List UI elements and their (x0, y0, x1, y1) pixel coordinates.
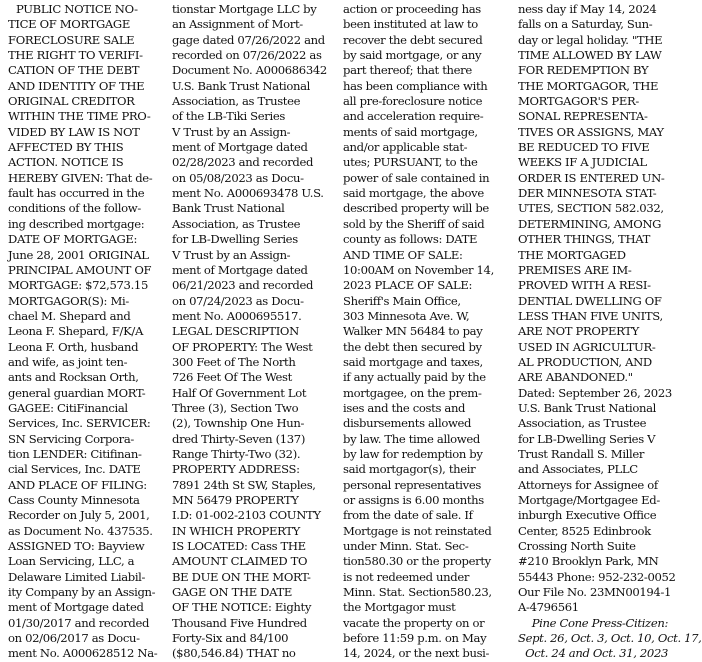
notice-line: CATION OF THE DEBT (8, 63, 140, 78)
notice-line: ARE ABANDONED." (518, 370, 633, 385)
notice-line: IS LOCATED: Cass THE (172, 539, 306, 554)
notice-line: DETERMINING, AMONG (518, 216, 662, 231)
notice-line: county as follows: DATE (343, 232, 478, 247)
notice-line: tion LENDER: Citifinan- (8, 446, 142, 461)
notice-line: U.S. Bank Trust National (518, 400, 657, 415)
notice-line: VIDED BY LAW IS NOT (8, 124, 140, 139)
notice-line: USED IN AGRICULTUR- (518, 339, 656, 354)
notice-line: for LB-Dwelling Series V (518, 431, 656, 446)
notice-line: by law. The time allowed (343, 431, 480, 446)
notice-line: I.D: 01-002-2103 COUNTY (172, 508, 321, 523)
notice-line: BE DUE ON THE MORT- (172, 569, 311, 584)
notice-line: IN WHICH PROPERTY (172, 523, 300, 538)
notice-line: ACTION. NOTICE IS (8, 155, 124, 170)
notice-line: Loan Servicing, LLC, a (8, 554, 135, 569)
notice-line: Half Of Government Lot (172, 385, 307, 400)
notice-line: OF PROPERTY: The West (172, 339, 313, 354)
notice-line: general guardian MORT- (8, 385, 146, 400)
notice-line: TIVES OR ASSIGNS, MAY (518, 124, 664, 139)
notice-line: MORTGAGOR'S PER- (518, 94, 639, 109)
notice-line: is not redeemed under (343, 569, 470, 584)
notice-line: GAGEE: CitiFinancial (8, 400, 128, 415)
notice-line: V Trust by an Assign- (172, 247, 291, 262)
notice-line: ORDER IS ENTERED UN- (518, 170, 665, 185)
notice-column-4 (510, 2, 702, 661)
notice-line: OTHER THINGS, THAT (518, 232, 650, 247)
notice-line: A-4796561 (518, 600, 579, 615)
notice-line: Association, as Trustee (518, 416, 647, 431)
notice-line: 300 Feet of The North (172, 354, 296, 369)
notice-line: DER MINNESOTA STAT- (518, 186, 657, 201)
notice-line: on 05/08/2023 as Docu- (172, 170, 304, 185)
notice-line: 10:00AM on November 14, (343, 262, 494, 277)
notice-line: Mortgage is not reinstated (343, 523, 492, 538)
notice-line: THE MORTGAGED (518, 247, 626, 262)
notice-line: if any actually paid by the (343, 370, 486, 385)
notice-line: gage dated 07/26/2022 and (172, 32, 325, 47)
notice-line: all pre-foreclosure notice (343, 94, 483, 109)
notice-line: has been compliance with (343, 78, 488, 93)
notice-line: utes; PURSUANT, to the (343, 155, 478, 170)
notice-line: TIME ALLOWED BY LAW (518, 48, 662, 63)
notice-line: Thousand Five Hundred (172, 615, 307, 630)
notice-line: Walker MN 56484 to pay (343, 324, 483, 339)
notice-line: UTES, SECTION 582.032, (518, 201, 664, 216)
notice-line: by law for redemption by (343, 446, 483, 461)
notice-line: WEEKS IF A JUDICIAL (518, 155, 647, 170)
notice-line: by said mortgage, or any (343, 48, 482, 63)
notice-line: DATE OF MORTGAGE: (8, 232, 138, 247)
notice-line: ing described mortgage: (8, 216, 145, 231)
notice-line: Services, Inc. SERVICER: (8, 416, 151, 431)
notice-line: HEREBY GIVEN: That de- (8, 170, 153, 185)
notice-line: as Document No. 437535. (8, 523, 153, 538)
notice-line: tionstar Mortgage LLC by (172, 2, 317, 16)
notice-line: MORTGAGE: $72,573.15 (8, 278, 148, 293)
notice-line: AFFECTED BY THIS (8, 140, 124, 155)
notice-line: Association, as Trustee (172, 216, 301, 231)
publication-credit-line: Pine Cone Press-Citizen: (531, 615, 668, 630)
notice-line: 02/28/2023 and recorded (172, 155, 314, 170)
notice-line: (2), Township One Hun- (172, 416, 305, 431)
publication-credit-line: Sept. 26, Oct. 3, Oct. 10, Oct. 17, (518, 631, 702, 646)
notice-line: June 28, 2001 ORIGINAL (8, 247, 149, 262)
notice-line: ment of Mortgage dated (172, 140, 308, 155)
notice-line: Three (3), Section Two (172, 400, 299, 415)
notice-line: described property will be (343, 201, 489, 216)
notice-line: Association, as Trustee (172, 94, 301, 109)
notice-line: on 07/24/2023 as Docu- (172, 293, 304, 308)
notice-line: Trust Randall S. Miller (518, 446, 645, 461)
notice-column-2 (166, 2, 337, 661)
notice-line: ment No. A000695517. (172, 308, 302, 323)
notice-line: Center, 8525 Edinbrook (518, 523, 651, 538)
notice-line: ($80,546.84) THAT no (172, 646, 296, 661)
notice-line: AMOUNT CLAIMED TO (172, 554, 308, 569)
notice-line: AND TIME OF SALE: (343, 247, 463, 262)
notice-line: personal representatives (343, 477, 481, 492)
notice-line: FOR REDEMPTION BY (518, 63, 649, 78)
notice-line: PROPERTY ADDRESS: (172, 462, 300, 477)
notice-line: the Mortgagor must (343, 600, 456, 615)
notice-line: cial Services, Inc. DATE (8, 462, 141, 477)
notice-line: power of sale contained in (343, 170, 490, 185)
notice-line: Mortgage/Mortgagee Ed- (518, 493, 660, 507)
notice-line: day or legal holiday. "THE (518, 32, 663, 47)
notice-line: been instituted at law to (343, 17, 478, 32)
notice-line: PUBLIC NOTICE NO- (16, 2, 138, 16)
notice-line: Sheriff's Main Office, (343, 293, 461, 308)
notice-line: MORTGAGOR(S): Mi- (8, 293, 129, 308)
notice-line: Leona F. Shepard, F/K/A (8, 324, 143, 339)
notice-line: from the date of sale. If (343, 508, 473, 523)
notice-line: ants and Rocksan Orth, (8, 370, 139, 385)
notice-line: WITHIN THE TIME PRO- (8, 109, 151, 124)
notice-line: Range Thirty-Two (32). (172, 446, 301, 461)
notice-line: ment of Mortgage dated (8, 600, 144, 615)
notice-line: LESS THAN FIVE UNITS, (518, 308, 663, 323)
notice-line: said mortgage and taxes, (343, 354, 483, 369)
notice-line: conditions of the follow- (8, 201, 141, 216)
notice-line: fault has occurred in the (8, 186, 145, 201)
notice-line: disbursements allowed (343, 416, 472, 431)
notice-line: 06/21/2023 and recorded (172, 278, 314, 293)
notice-line: SONAL REPRESENTA- (518, 109, 648, 124)
notice-line: an Assignment of Mort- (172, 17, 303, 32)
notice-line: ises and the costs and (343, 400, 466, 415)
notice-column-3 (337, 2, 510, 661)
notice-line: THE MORTGAGOR, THE (518, 78, 659, 93)
notice-line: recover the debt secured (343, 32, 483, 47)
notice-line: and wife, as joint ten- (8, 354, 128, 369)
notice-line: ness day if May 14, 2024 (518, 2, 657, 16)
notice-line: Attorneys for Assignee of (518, 477, 658, 492)
notice-line: U.S. Bank Trust National (172, 78, 311, 93)
notice-line: Cass County Minnesota (8, 493, 140, 507)
notice-line: 303 Minnesota Ave. W, (343, 308, 470, 323)
notice-line: 726 Feet Of The West (172, 370, 292, 385)
notice-line: ORIGINAL CREDITOR (8, 94, 135, 109)
notice-line: Leona F. Orth, husband (8, 339, 139, 354)
notice-line: V Trust by an Assign- (172, 124, 291, 139)
notice-line: TICE OF MORTGAGE (8, 17, 130, 32)
notice-line: PREMISES ARE IM- (518, 262, 632, 277)
notice-line: ment No. A000693478 U.S. (172, 186, 324, 201)
notice-line: Crossing North Suite (518, 539, 636, 554)
notice-line: said mortgagor(s), their (343, 462, 476, 477)
notice-line: part thereof; that there (343, 63, 472, 78)
notice-line: GAGE ON THE DATE (172, 585, 293, 600)
notice-line: falls on a Saturday, Sun- (518, 17, 653, 32)
notice-line: for LB-Dwelling Series (172, 232, 298, 247)
notice-line: Forty-Six and 84/100 (172, 631, 289, 646)
notice-line: ments of said mortgage, (343, 124, 478, 139)
notice-line: mortgagee, on the prem- (343, 385, 482, 400)
notice-line: on 02/06/2017 as Docu- (8, 631, 140, 646)
notice-line: said mortgage, the above (343, 186, 484, 201)
notice-line: AND IDENTITY OF THE (8, 78, 145, 93)
notice-line: action or proceeding has (343, 2, 481, 16)
notice-line: Delaware Limited Liabil- (8, 569, 146, 584)
notice-line: before 11:59 p.m. on May (343, 631, 487, 646)
notice-line: Minn. Stat. Section580.23, (343, 585, 492, 600)
notice-line: #210 Brooklyn Park, MN (518, 554, 659, 569)
notice-line: FORECLOSURE SALE (8, 32, 135, 47)
notice-line: DENTIAL DWELLING OF (518, 293, 662, 308)
notice-line: and Associates, PLLC (518, 462, 638, 477)
notice-line: 01/30/2017 and recorded (8, 615, 150, 630)
notice-line: 55443 Phone: 952-232-0052 (518, 569, 676, 584)
notice-line: BE REDUCED TO FIVE (518, 140, 650, 155)
notice-line: ment of Mortgage dated (172, 262, 308, 277)
notice-line: sold by the Sheriff of said (343, 216, 485, 231)
notice-line: the debt then secured by (343, 339, 482, 354)
notice-line: PROVED WITH A RESI- (518, 278, 651, 293)
notice-line: PRINCIPAL AMOUNT OF (8, 262, 152, 277)
notice-line: LEGAL DESCRIPTION (172, 324, 299, 339)
notice-line: THE RIGHT TO VERIFI- (8, 48, 143, 63)
notice-line: Dated: September 26, 2023 (518, 385, 672, 400)
notice-line: recorded on 07/26/2022 as (172, 48, 322, 63)
notice-line: ARE NOT PROPERTY (518, 324, 639, 339)
notice-line: Recorder on July 5, 2001, (8, 508, 150, 523)
notice-line: ment No. A000628512 Na- (8, 646, 158, 661)
notice-line: 2023 PLACE OF SALE: (343, 278, 473, 293)
notice-line: Bank Trust National (172, 201, 285, 216)
notice-line: 14, 2024, or the next busi- (343, 646, 490, 661)
notice-line: dred Thirty-Seven (137) (172, 431, 305, 446)
notice-line: or assigns is 6.00 months (343, 493, 484, 507)
notice-line: and/or applicable stat- (343, 140, 468, 155)
notice-line: of the LB-Tiki Series (172, 109, 285, 124)
notice-column-1 (8, 2, 166, 661)
notice-line: vacate the property on or (343, 615, 485, 630)
notice-line: tion580.30 or the property (343, 554, 491, 569)
notice-line: SN Servicing Corpora- (8, 431, 134, 446)
notice-line: OF THE NOTICE: Eighty (172, 600, 312, 615)
notice-line: AND PLACE OF FILING: (8, 477, 147, 492)
notice-line: 7891 24th St SW, Staples, (172, 477, 316, 492)
notice-line: Document No. A000686342 (172, 63, 327, 78)
notice-line: Our File No. 23MN00194-1 (518, 585, 672, 600)
notice-line: inburgh Executive Office (518, 508, 657, 523)
notice-line: and acceleration require- (343, 109, 484, 124)
notice-line: ASSIGNED TO: Bayview (8, 539, 145, 554)
notice-line: under Minn. Stat. Sec- (343, 539, 469, 554)
publication-credit-line: Oct. 24 and Oct. 31, 2023 (525, 646, 668, 661)
notice-line: AL PRODUCTION, AND (518, 354, 652, 369)
notice-line: chael M. Shepard and (8, 308, 131, 323)
notice-line: MN 56479 PROPERTY (172, 493, 299, 507)
notice-line: ity Company by an Assign- (8, 585, 156, 600)
